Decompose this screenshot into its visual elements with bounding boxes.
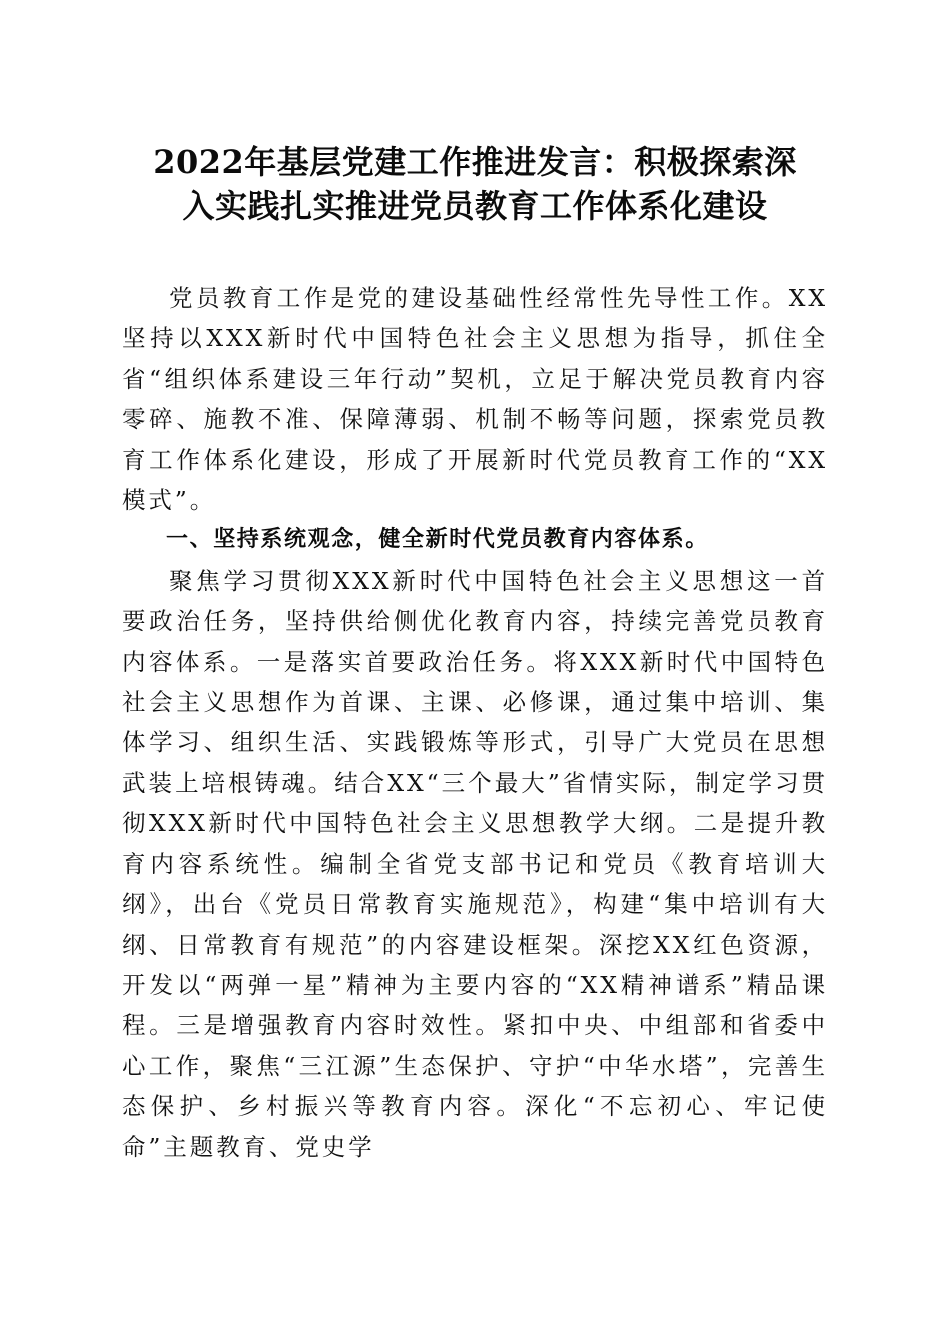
document-body (122, 278, 828, 1167)
document-title (120, 140, 830, 228)
section-1-heading: 一、坚持系统观念，健全新时代党员教育内容体系。 (166, 527, 709, 553)
title-line-2: 入实践扎实推进党员教育工作体系化建设 (182, 187, 768, 225)
title-line-1: 2022年基层党建工作推进发言：积极探索深 (153, 143, 797, 181)
section-1-paragraph: 聚焦学习贯彻XXX新时代中国特色社会主义思想这一首要政治任务，坚持供给侧优化教育内容，持续完善党员教育内容体系。一是落实首要政治任务。将XXX新时代中国特色社会主义思想作为首课、主课、必修课，通过集中培训、集体学习、组织生活、实践锻炼等形式，引导广大党员在思想武装上培根铸魂。结合XX“三个最大”省情实际，制定学习贯彻XXX新时代中国特色社会主义思想教学大纲。二是提升教育内容系统性。编制全省党支部书记和党员《教育培训大纲》，出台《党员日常教育实施规范》，构建“集中培训有大纲、日常教育有规范”的内容建设框架。深挖XX红色资源，开发以“两弹一星”精神为主要内容的“XX精神谱系”精品课程。三是增强教育内容时效性。紧扣中央、中组部和省委中心工作，聚焦“三江源”生态保护、守护“中华水塔”，完善生态保护、乡村振兴等教育内容。深化“不忘初心、牢记使命”主题教育、党史学 (122, 566, 828, 1161)
intro-paragraph: 党员教育工作是党的建设基础性经常性先导性工作。XX坚持以XXX新时代中国特色社会主义思想为指导，抓住全省“组织体系建设三年行动”契机，立足于解决党员教育内容零碎、施教不准、保障薄弱、机制不畅等问题，探索党员教育工作体系化建设，形成了开展新时代党员教育工作的“XX模式”。 (122, 284, 828, 515)
